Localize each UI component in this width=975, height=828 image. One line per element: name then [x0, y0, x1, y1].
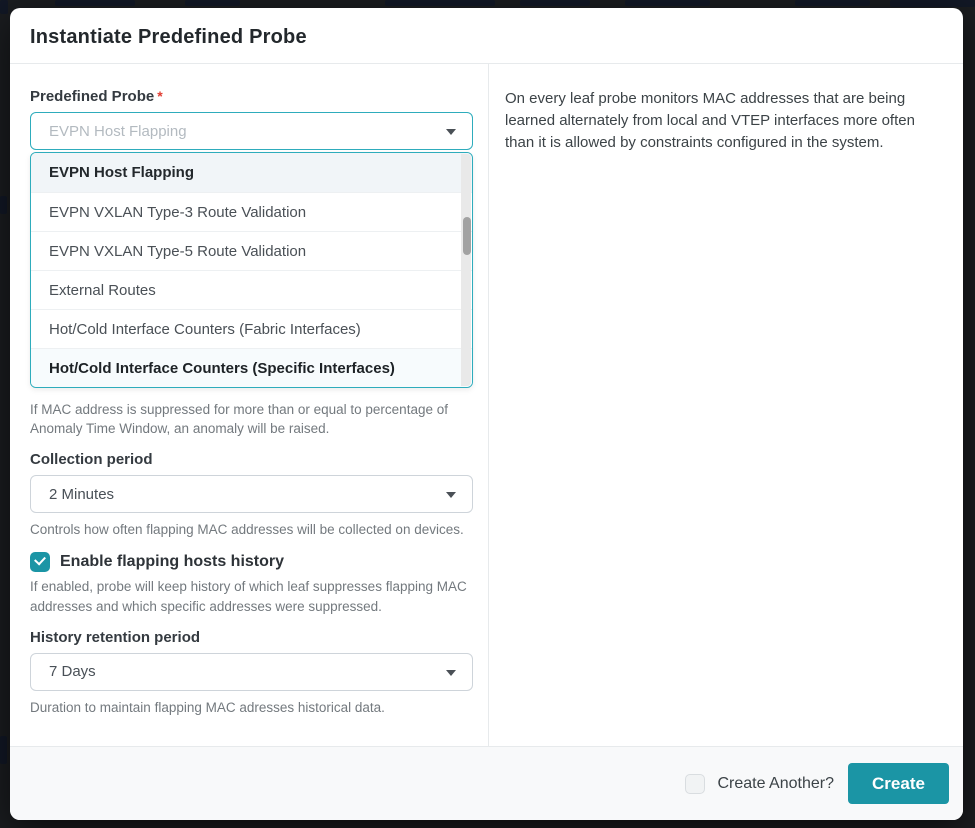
dropdown-option[interactable]: EVPN VXLAN Type-3 Route Validation — [31, 192, 472, 231]
history-retention-select[interactable] — [30, 653, 473, 691]
create-another-checkbox[interactable] — [685, 774, 705, 794]
predefined-probe-helper-text: If MAC address is suppressed for more than or equal to percentage of Anomaly Time Window, an anomaly will be raised. — [30, 402, 448, 437]
dialog-body — [10, 64, 963, 746]
enable-history-label: Enable flapping hosts history — [60, 553, 285, 571]
dropdown-option[interactable]: EVPN Host Flapping — [31, 153, 472, 192]
dialog-header — [10, 8, 963, 64]
dialog-title: Instantiate Predefined Probe — [30, 26, 307, 48]
create-another-label: Create Another? — [717, 774, 834, 792]
dropdown-option[interactable]: Hot/Cold Interface Counters (Fabric Interfaces) — [31, 309, 472, 348]
predefined-probe-label: Predefined Probe * — [30, 88, 163, 105]
collection-period-select[interactable] — [30, 475, 473, 513]
dialog-footer — [10, 746, 963, 820]
history-retention-label: History retention period — [30, 628, 201, 646]
probe-form — [10, 64, 489, 746]
collection-period-label: Collection period — [30, 451, 153, 469]
predefined-probe-dropdown — [30, 152, 473, 388]
dropdown-scrollbar-track[interactable] — [461, 154, 471, 386]
dropdown-option[interactable]: EVPN VXLAN Type-5 Route Validation — [31, 231, 472, 270]
dropdown-option[interactable]: External Routes — [31, 270, 472, 309]
collection-period-helper-text: Controls how often flapping MAC addresses will be collected on devices. — [30, 522, 464, 538]
predefined-probe-select-value: EVPN Host Flapping — [49, 122, 187, 140]
dropdown-option[interactable]: Hot/Cold Interface Counters (Specific Interfaces) — [31, 348, 472, 387]
enable-history-checkbox[interactable] — [30, 552, 50, 572]
chevron-down-icon — [446, 492, 456, 498]
enable-history-helper-text: If enabled, probe will keep history of which leaf suppresses flapping MAC addresses and which specific addresses were suppressed. — [30, 579, 467, 614]
chevron-down-icon — [446, 670, 456, 676]
enable-history-row — [30, 552, 472, 572]
predefined-probe-select[interactable] — [30, 112, 473, 150]
probe-description-text: On every leaf probe monitors MAC addresses that are being learned alternately from local and VTEP interfaces more often than it is allowed by constraints configured in the system. — [505, 90, 915, 151]
instantiate-predefined-probe-dialog — [10, 8, 963, 820]
collection-period-select-value: 2 Minutes — [49, 485, 115, 503]
history-retention-helper-text: Duration to maintain flapping MAC adresses historical data. — [30, 699, 385, 715]
probe-description-panel — [489, 64, 963, 746]
dropdown-scrollbar-thumb[interactable] — [463, 217, 471, 255]
create-button[interactable]: Create — [848, 763, 949, 804]
history-retention-select-value: 7 Days — [49, 663, 96, 681]
required-asterisk: * — [157, 88, 163, 104]
chevron-down-icon — [446, 129, 456, 135]
